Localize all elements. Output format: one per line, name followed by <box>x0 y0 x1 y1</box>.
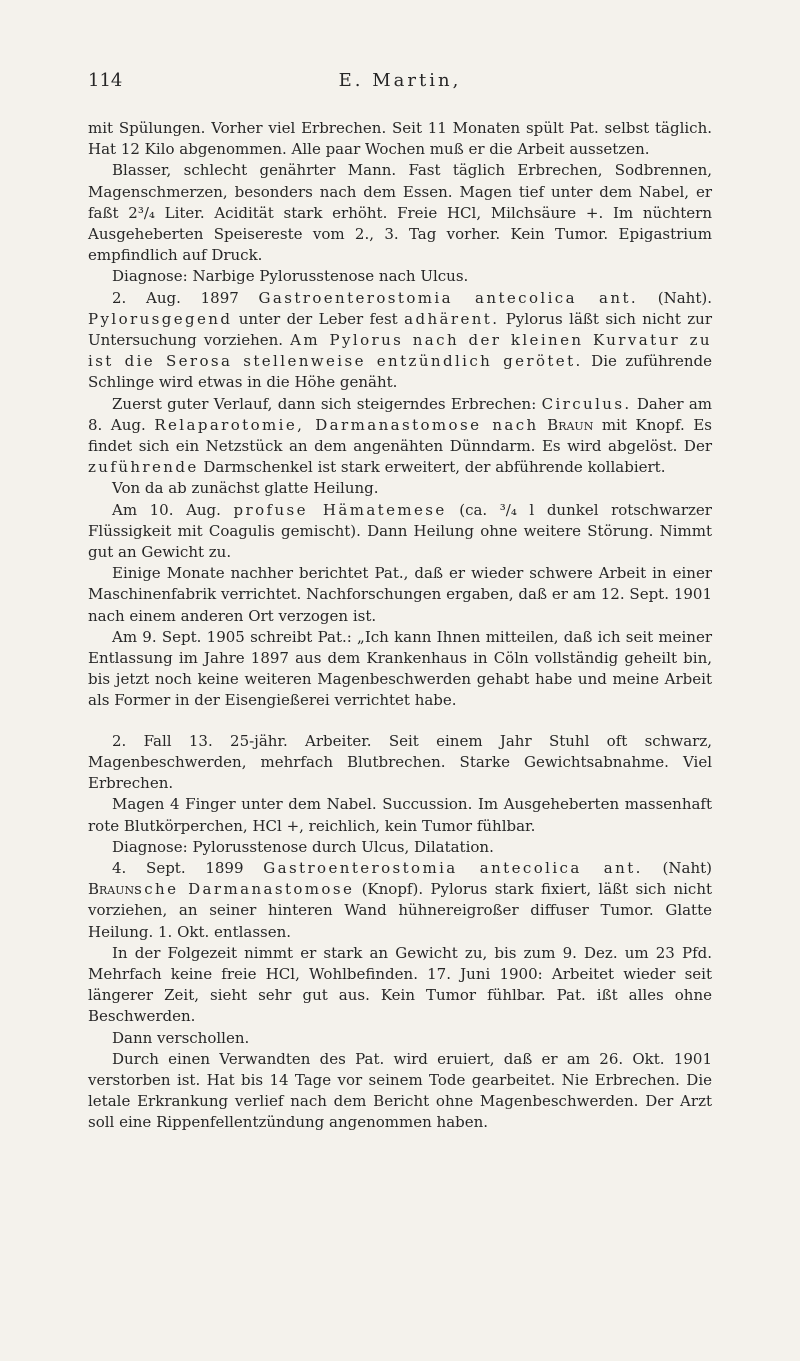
paragraph <box>88 858 712 943</box>
spaced-emphasis: Relaparotomie, Darmanastomose nach <box>154 415 539 434</box>
spaced-emphasis: zuführende <box>88 458 199 477</box>
text-run: Zuerst guter Verlauf, dann sich steigerndes Erbrechen: <box>112 394 542 413</box>
text-run: Durch einen Verwandten des Pat. wird eruiert, daß er am 26. Okt. 1901 verstorben ist. Hat bis 14 Tage vor seinem Tode gearbeitet. Nie Erbrechen. Die letale Erkrankung verlief nach dem Bericht ohne Magenbeschwerden. Der Arzt soll eine Rippenfellentzündung angenommen haben. <box>88 1049 712 1132</box>
spaced-emphasis: Gastroenterostomia antecolica ant. <box>263 858 643 877</box>
text-run: mit Knopf. Es findet sich ein Netzstück an dem angenähten Dünndarm. Es wird abgelöst. Der <box>88 415 712 456</box>
paragraph <box>88 794 712 836</box>
spaced-emphasis: sche Darmanastomose <box>134 880 355 899</box>
text-run: (Naht). <box>638 288 712 307</box>
text-run: Diagnose: Narbige Pylorusstenose nach Ulcus. <box>112 267 469 286</box>
text-run: Magen 4 Finger unter dem Nabel. Succussion. Im Ausgeheberten massenhaft rote Blutkörperchen, HCl +, reichlich, kein Tumor fühlbar. <box>88 795 712 835</box>
text-run: Von da ab zunächst glatte Heilung. <box>112 479 379 498</box>
text-run: Daher am 8. Aug. <box>88 394 712 434</box>
small-caps-name: Braun <box>547 415 594 434</box>
text-run: mit Spülungen. Vorher viel Erbrechen. Seit 11 Monaten spült Pat. selbst täglich. Hat 12 Kilo abgenommen. Alle paar Wochen muß er die Arbeit aussetzen. <box>88 119 712 159</box>
paragraph <box>88 160 712 266</box>
paragraph <box>88 563 712 627</box>
text-run: Pylorus läßt sich nicht zur Untersuchung vorziehen. <box>88 309 713 350</box>
spaced-emphasis: Pylorusgegend <box>88 309 233 328</box>
paragraph <box>88 731 712 795</box>
spaced-emphasis: Circulus. <box>541 394 632 413</box>
text-run: unter der Leber fest <box>232 309 405 328</box>
text-run: (ca. ³/₄ l dunkel rotschwarzer Flüssigkeit mit Coagulis gemischt). Dann Heilung ohne weitere Störung. Nimmt gut an Gewicht zu. <box>88 500 712 562</box>
paragraph <box>88 288 712 394</box>
paragraph <box>88 266 712 287</box>
text-run: Blasser, schlecht genährter Mann. Fast täglich Erbrechen, Sodbrennen, Magenschmerzen, besonders nach dem Essen. Magen tief unter dem Nabel, er faßt 2³/₄ Liter. Acidität stark erhöht. Freie HCl, Milchsäure +. Im nüchtern Ausgeheberten Speisereste vom 2., 3. Tag vorher. Kein Tumor. Epigastrium empfindlich auf Druck. <box>88 161 712 265</box>
small-caps-name: Braun <box>88 880 135 899</box>
text-run: 2. Aug. 1897 <box>112 288 259 307</box>
text-run: 4. Sept. 1899 <box>112 858 264 877</box>
text-run: Diagnose: Pylorusstenose durch Ulcus, Dilatation. <box>112 837 494 856</box>
paragraph <box>88 394 712 479</box>
text-run: (Knopf). Pylorus stark fixiert, läßt sich nicht vorziehen, an seiner hinteren Wand hühnereigroßer diffuser Tumor. Glatte Heilung. 1. Okt. entlassen. <box>88 880 713 941</box>
body-text <box>88 118 712 1134</box>
text-run: 2. Fall 13. 25-jähr. Arbeiter. Seit einem Jahr Stuhl oft schwarz, Magenbeschwerden, mehrfach Blutbrechen. Starke Gewichtsabnahme. Viel Erbrechen. <box>88 731 712 793</box>
spaced-emphasis: Gastroenterostomia antecolica ant. <box>258 288 639 307</box>
text-run: (Naht) <box>642 858 712 877</box>
paragraph <box>88 500 712 564</box>
paragraph <box>88 1049 712 1134</box>
text-run: In der Folgezeit nimmt er stark an Gewicht zu, bis zum 9. Dez. um 23 Pfd. Mehrfach keine freie HCl, Wohlbefinden. 17. Juni 1900: Arbeitet wieder seit längerer Zeit, sieht sehr gut aus. Kein Tumor fühlbar. Pat. ißt alles ohne Beschwerden. <box>88 943 712 1026</box>
spaced-emphasis: profuse Hämatemese <box>233 500 447 519</box>
spaced-emphasis: adhärent. <box>404 309 500 328</box>
page-header <box>88 70 712 100</box>
paragraph <box>88 1028 712 1049</box>
text-run: Am 9. Sept. 1905 schreibt Pat.: „Ich kann Ihnen mitteilen, daß ich seit meiner Entlassung im Jahre 1897 aus dem Krankenhaus in Cöln vollständig geheilt bin, bis jetzt noch keine weiteren Magenbeschwerden gehabt habe und meine Arbeit als Former in der Eisengießerei verrichtet habe. <box>88 627 712 710</box>
paragraph <box>88 478 712 499</box>
text-run <box>539 416 548 434</box>
running-head: E. Martin, <box>338 70 462 91</box>
text-run: Darmschenkel ist stark erweitert, der abführende kollabiert. <box>198 458 666 477</box>
text-run: Die zuführende Schlinge wird etwas in die Höhe genäht. <box>88 352 712 392</box>
paragraph <box>88 627 712 712</box>
spaced-emphasis: Am Pylorus nach der kleinen Kurvatur zu ist die Serosa stellenweise entzündlich gerötet. <box>88 331 712 371</box>
paragraph <box>88 118 712 160</box>
paragraph <box>88 837 712 858</box>
text-run: Einige Monate nachher berichtet Pat., daß er wieder schwere Arbeit in einer Maschinenfabrik verrichtet. Nachforschungen ergaben, daß er am 12. Sept. 1901 nach einem anderen Ort verzogen ist. <box>88 564 712 625</box>
page-number: 114 <box>88 70 123 91</box>
text-run: Am 10. Aug. <box>112 500 234 519</box>
paragraph <box>88 943 712 1028</box>
text-run: Dann verschollen. <box>112 1028 250 1047</box>
